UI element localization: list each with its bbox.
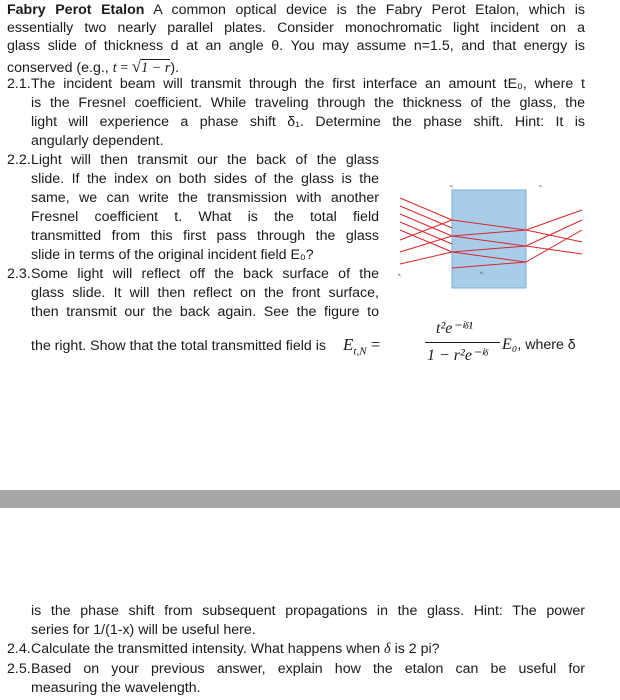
q23-line-1: Some light will reflect off the back surface of the [31,266,379,282]
formula-suffix: , where δ [517,337,576,353]
q24-math-delta: δ [384,641,391,657]
ray-out-5 [526,246,582,254]
q23-continuation-2: series for 1/(1-x) will be useful here. [31,622,256,638]
q23-number: 2.3. [7,266,31,282]
formula-rhs [502,336,576,354]
q23-continuation: is the phase shift from subsequent propagations in the glass. Hint: The power [31,603,585,619]
intro-title: Fabry Perot Etalon [7,2,145,18]
label-theta-glass: θ₂ [480,270,484,275]
sqrt-sign: √ [131,57,142,76]
intro-line-4-suffix: ). [170,60,180,76]
fabry-perot-figure [392,180,590,292]
formula-fraction-bar [425,342,500,343]
sqrt-content: 1 − r [141,60,171,76]
intro-line-4 [7,57,179,77]
glass-slab [452,190,526,288]
math-t: t [112,60,117,76]
formula-equals: = [370,335,381,354]
q23-line-2: glass slide. It will then reflect on the front surface, [31,285,379,301]
q22-line-6: slide in terms of the original incident field E₀? [31,247,314,263]
q24-text-suffix: is 2 pi? [390,641,440,657]
intro-line-1-text: A common optical device is the Fabry Perot Etalon, which is [144,2,585,18]
ray-out-3 [526,230,582,262]
q21-line-1: The incident beam will transmit through the first interface an amount tE₀, where t [31,76,585,92]
q25-line-2: measuring the wavelength. [31,680,201,696]
q22-line-2: slide. If the index on both sides of the glass is the [31,171,379,187]
q25-number: 2.5. [7,661,31,677]
math-equals: = [116,60,132,76]
ray-refl-2 [400,236,452,252]
formula-lhs-e: E [343,335,354,354]
q21-line-2: is the Fresnel coefficient. While traveling through the thickness of the glass, the [31,95,585,111]
intro-line-4-prefix: conserved (e.g., [7,60,113,76]
ray-out-2 [526,220,582,246]
q24-number: 2.4. [7,641,31,657]
formula-numerator: t²e⁻ⁱᵟ¹ [436,320,473,337]
q22-line-3: same, we can write the transmission with another [31,190,379,206]
label-theta-incident: θ₁ [398,272,402,277]
formula-lhs [343,335,380,357]
q25-line-1: Based on your previous answer, explain how the etalon can be useful for [31,661,585,677]
formula-lhs-sub: t,N [353,345,367,358]
page-divider [0,490,620,508]
formula-e0: E₀ [502,336,518,353]
q24-line [31,641,440,658]
q21-number: 2.1. [7,76,31,92]
intro-line-3: glass slide of thickness d at an angle θ. You may assume n=1.5, and that energy is [7,38,585,54]
formula-denominator: 1 − r²e⁻ⁱᵟ [427,347,488,364]
q21-line-4: angularly dependent. [31,133,164,149]
label-n1-right: n₁ [539,183,543,188]
intro-line-1 [7,2,585,18]
ray-out-4 [526,230,582,242]
ray-refl-1 [400,220,452,240]
q21-line-3: light will experience a phase shift δ₁. Determine the phase shift. Hint: It is [31,114,585,130]
formula-prefix: the right. Show that the total transmitted field is [31,338,326,354]
q22-line-1: Light will then transmit our the back of the glass [31,152,379,168]
ray-refl-3 [400,252,452,264]
q24-text-prefix: Calculate the transmitted intensity. What happens when [31,641,385,657]
label-n1-left: n₁ [450,183,454,188]
q22-line-5: transmitted from this first pass through the glass [31,228,379,244]
q22-line-4: Fresnel coefficient t. What is the total field [31,209,379,225]
intro-line-2: essentially two nearly parallel plates. Consider monochromatic light incident on a [7,20,585,36]
q22-number: 2.2. [7,152,31,168]
q23-line-3: then transmit our the back again. See the figure to [31,304,379,320]
ray-out-1 [526,210,582,230]
